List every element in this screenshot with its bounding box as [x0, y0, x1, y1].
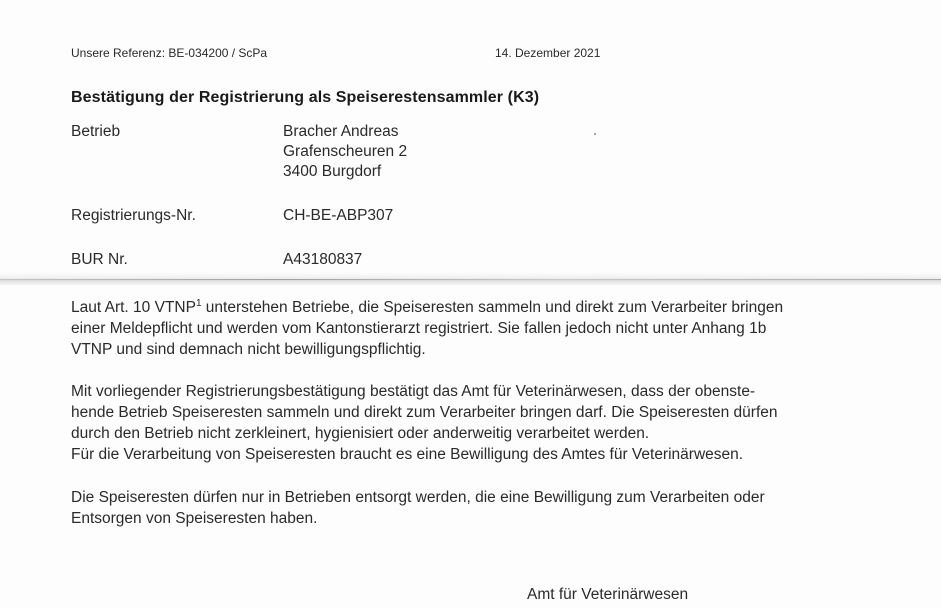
paragraph-1-line-3: VTNP und sind demnach nicht bewilligungspflichtig. — [71, 341, 426, 358]
signature-office: Amt für Veterinärwesen — [527, 586, 689, 603]
betrieb-street: Grafenscheuren 2 — [283, 143, 408, 160]
footnote-marker: 1 — [195, 297, 202, 309]
paragraph-1 — [71, 297, 931, 360]
paragraph-2 — [71, 381, 931, 465]
scan-speck — [594, 133, 596, 135]
betrieb-name: Bracher Andreas — [283, 123, 399, 140]
document-title: Bestätigung der Registrierung als Speiserestensammler (K3) — [71, 89, 540, 106]
paragraph-2-line-1: Mit vorliegender Registrierungsbestätigung bestätigt das Amt für Veterinärwesen, dass der obenste- — [71, 383, 756, 400]
paragraph-1-line-2: einer Meldepflicht und werden vom Kantonstierarzt registriert. Sie fallen jedoch nicht unter Anhang 1b — [71, 320, 767, 337]
paragraph-3-line-1: Die Speiseresten dürfen nur in Betrieben entsorgt werden, die eine Bewilligung zum Verarbeiten oder — [71, 489, 765, 506]
paper-fold-line — [0, 279, 941, 280]
registrierung-value: CH-BE-ABP307 — [283, 207, 394, 224]
paragraph-3 — [71, 487, 931, 529]
paragraph-1-line-1 — [71, 297, 931, 318]
bur-label: BUR Nr. — [71, 251, 128, 268]
paragraph-2-line-2: hende Betrieb Speiseresten sammeln und direkt zum Verarbeiter bringen darf. Die Speiseresten dürfen — [71, 404, 778, 421]
paragraph-2-line-3: durch den Betrieb nicht zerkleinert, hygienisiert oder anderweitig verarbeitet werden. — [71, 425, 650, 442]
paragraph-1-line-1-end: unterstehen Betriebe, die Speiseresten sammeln und direkt zum Verarbeiter bringen — [201, 299, 784, 316]
document-date: 14. Dezember 2021 — [495, 46, 601, 60]
betrieb-label: Betrieb — [71, 123, 121, 140]
reference-text: Unsere Referenz: BE-034200 / ScPa — [71, 46, 268, 60]
paragraph-3-line-2: Entsorgen von Speiseresten haben. — [71, 510, 318, 527]
paragraph-2-line-4: Für die Verarbeitung von Speiseresten braucht es eine Bewilligung des Amtes für Veterinärwesen. — [71, 446, 744, 463]
registrierung-label: Registrierungs-Nr. — [71, 207, 196, 224]
betrieb-city: 3400 Burgdorf — [283, 163, 382, 180]
bur-value: A43180837 — [283, 251, 363, 268]
paragraph-1-line-1-start: Laut Art. 10 VTNP — [71, 299, 196, 316]
